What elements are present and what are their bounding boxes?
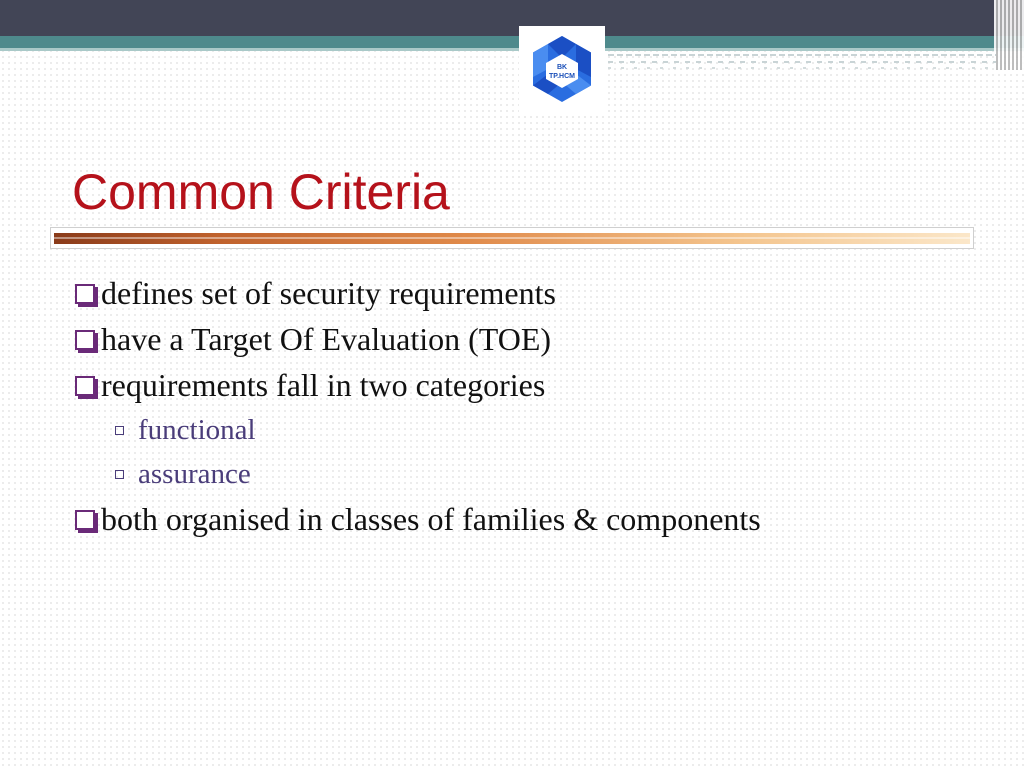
- title-divider: [50, 227, 974, 249]
- bullet-list: [75, 270, 1005, 542]
- checkbox-square-icon: [75, 330, 95, 350]
- teal-band-light: [0, 48, 1024, 51]
- bullet-item: [75, 496, 1005, 542]
- small-square-icon: [115, 426, 124, 435]
- checkbox-square-icon: [75, 376, 95, 396]
- bullet-text: have a Target Of Evaluation (TOE): [101, 321, 552, 357]
- bullet-item: [75, 362, 1005, 408]
- bullet-item: [75, 316, 1005, 362]
- bk-hexagon-logo-icon: [525, 32, 599, 106]
- logo-container: [519, 26, 605, 112]
- decorative-stripes: [994, 0, 1024, 70]
- bullet-text: defines set of security requirements: [101, 275, 556, 311]
- checkbox-square-icon: [75, 284, 95, 304]
- logo-text-line1: BK: [556, 64, 568, 71]
- divider-gradient: [54, 233, 970, 244]
- bullet-item: [75, 270, 1005, 316]
- logo-text-line2: TP.HCM: [549, 73, 575, 80]
- sub-bullet-item: [75, 408, 1005, 452]
- sub-bullet-text: functional: [138, 414, 256, 446]
- decorative-dash-row: [608, 54, 996, 70]
- top-bar: [0, 0, 1024, 36]
- bullet-text: requirements fall in two categories: [101, 367, 546, 403]
- sub-bullet-item: [75, 452, 1005, 496]
- sub-bullet-text: assurance: [138, 458, 251, 490]
- checkbox-square-icon: [75, 510, 95, 530]
- bullet-text: both organised in classes of families & components: [101, 501, 761, 537]
- teal-band: [0, 36, 1024, 48]
- slide-title: Common Criteria: [72, 164, 450, 220]
- small-square-icon: [115, 470, 124, 479]
